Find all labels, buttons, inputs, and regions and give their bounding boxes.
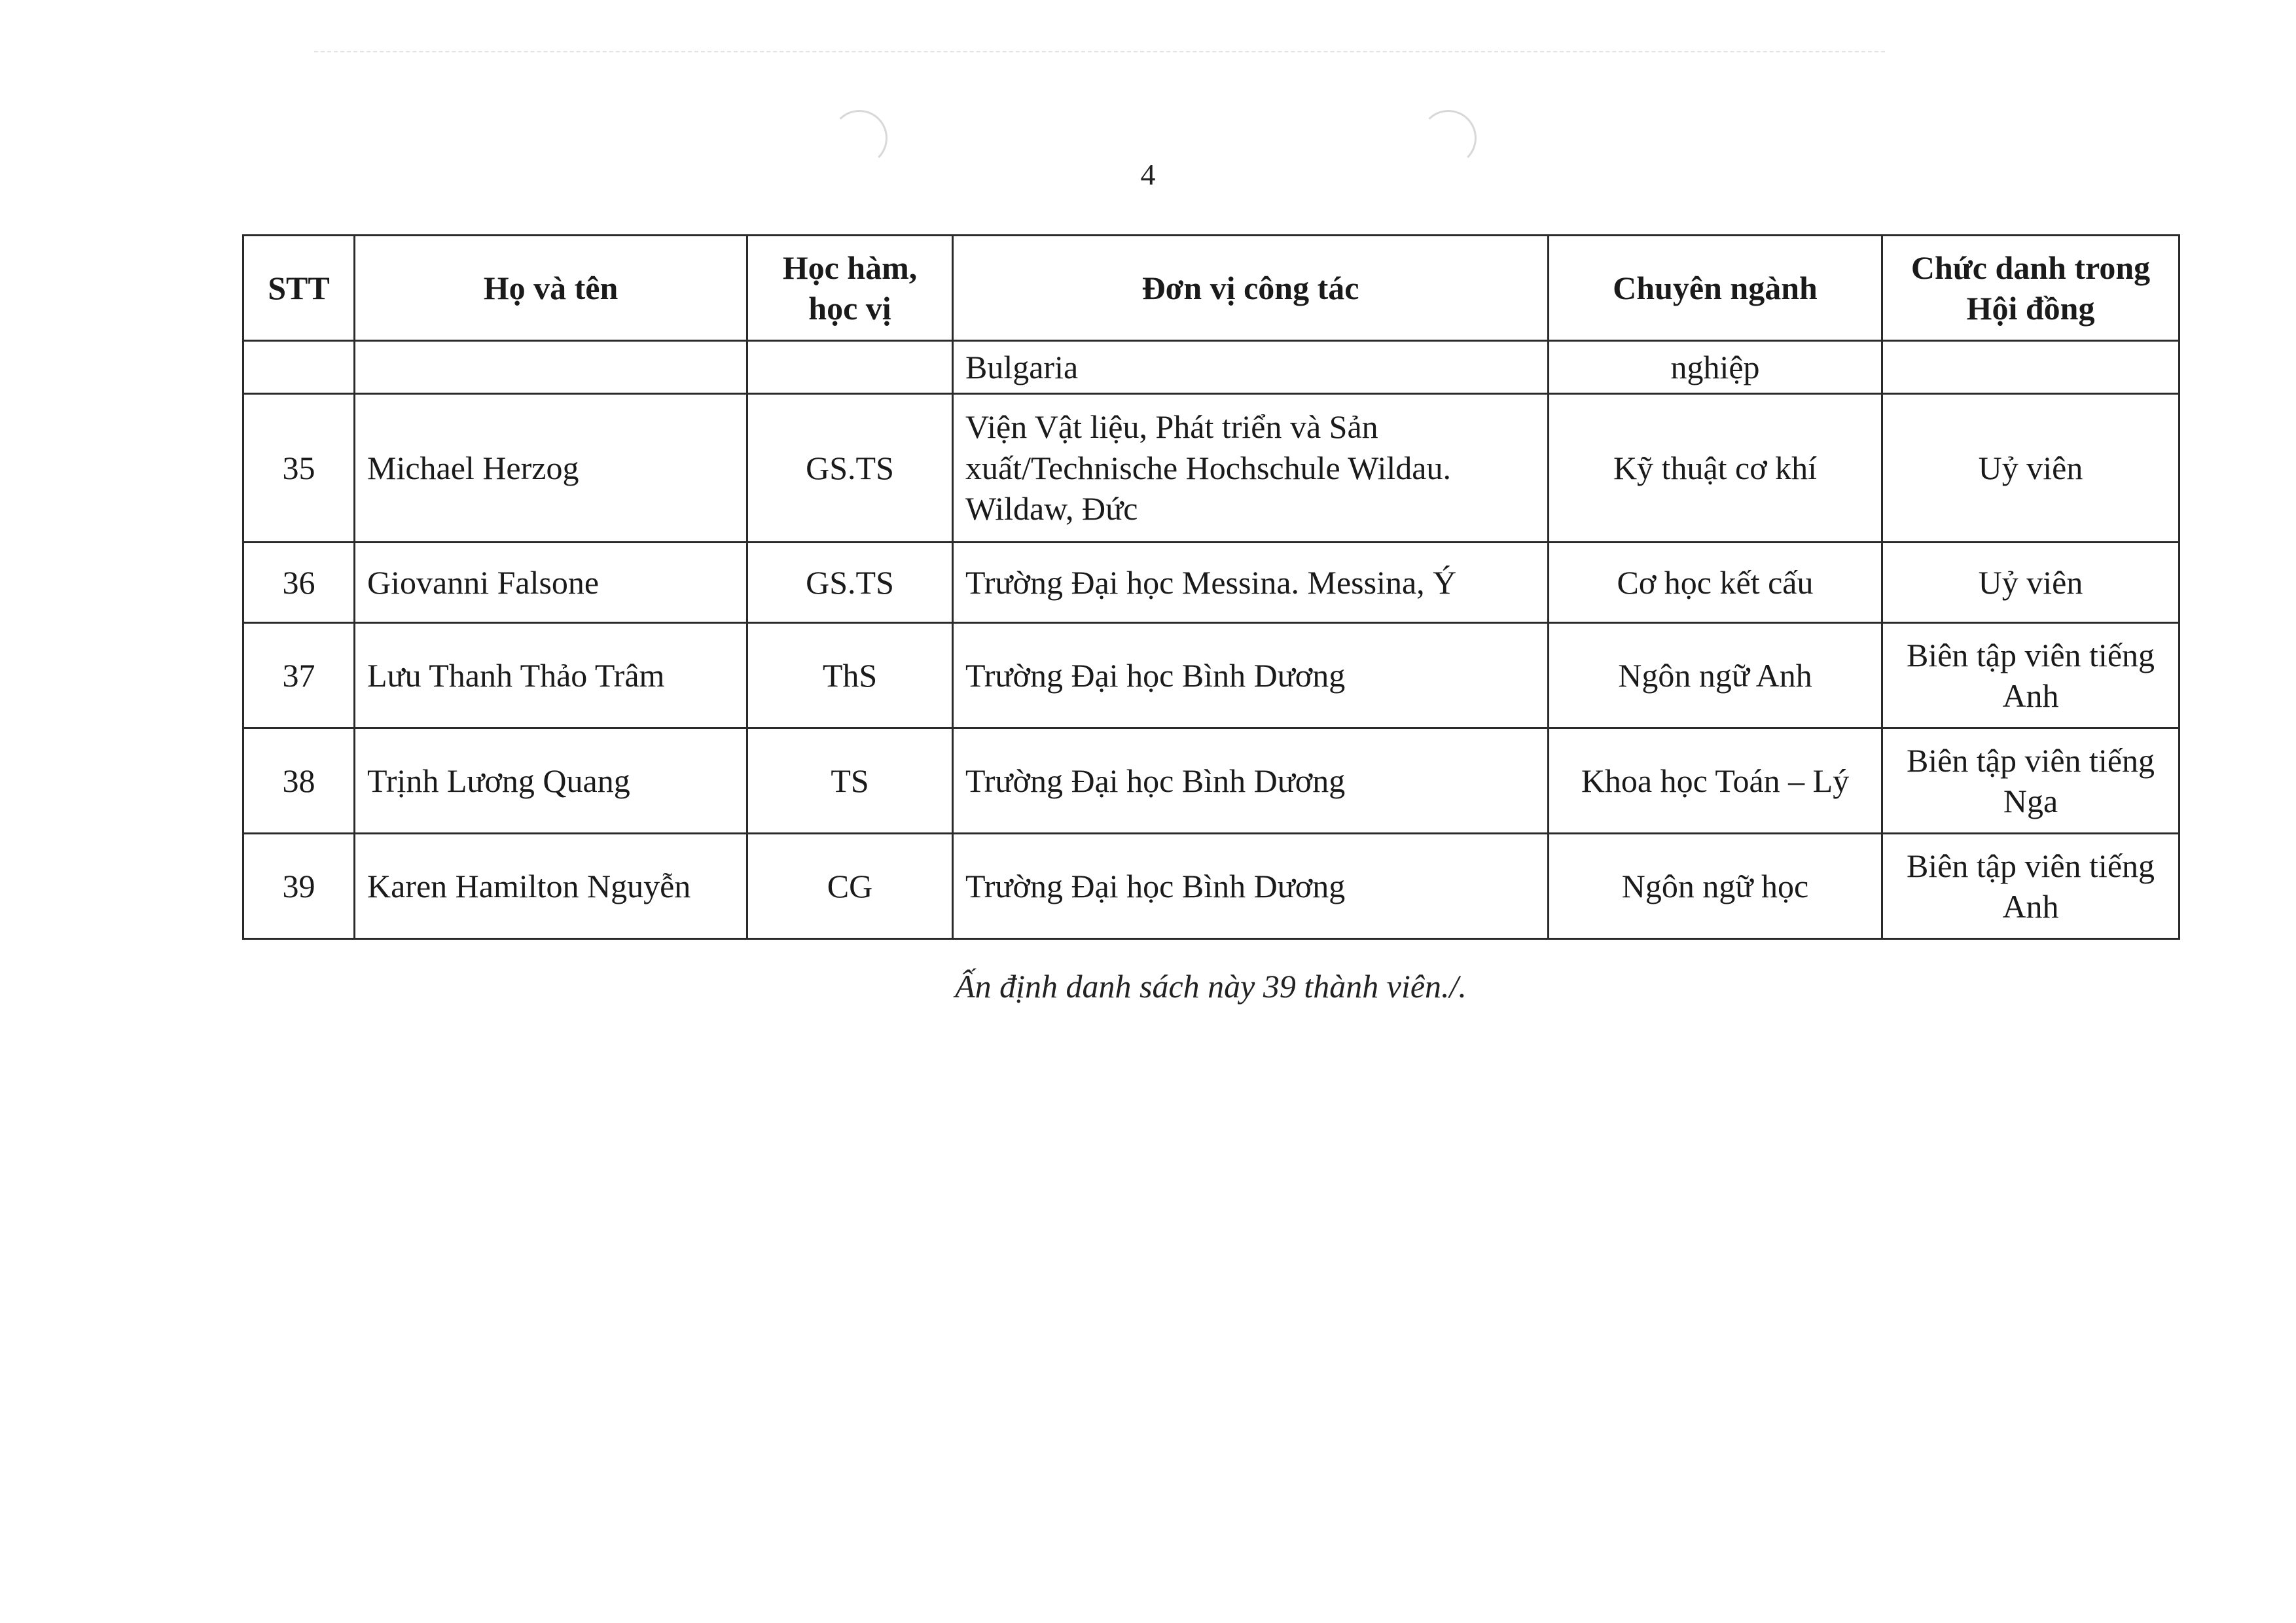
table-row xyxy=(243,834,2179,939)
cell-role xyxy=(1882,341,2179,394)
cell-name: Trịnh Lương Quang xyxy=(355,728,747,834)
cell-title: TS xyxy=(747,728,953,834)
closing-note: Ấn định danh sách này 39 thành viên./. xyxy=(955,968,1467,1005)
cell-role: Biên tập viên tiếng Anh xyxy=(1882,834,2179,939)
page-number: 4 xyxy=(1140,158,1156,191)
table-row xyxy=(243,623,2179,728)
cell-name: Lưu Thanh Thảo Trâm xyxy=(355,623,747,728)
cell-name: Karen Hamilton Nguyễn xyxy=(355,834,747,939)
cell-major: Khoa học Toán – Lý xyxy=(1549,728,1882,834)
cell-name xyxy=(355,341,747,394)
cell-role: Uỷ viên xyxy=(1882,543,2179,623)
cell-title: GS.TS xyxy=(747,394,953,543)
cell-stt: 35 xyxy=(243,394,355,543)
cell-stt: 36 xyxy=(243,543,355,623)
cell-major: Kỹ thuật cơ khí xyxy=(1549,394,1882,543)
table-header-row xyxy=(243,236,2179,341)
header-major: Chuyên ngành xyxy=(1549,236,1882,341)
cell-name: Giovanni Falsone xyxy=(355,543,747,623)
cell-title: CG xyxy=(747,834,953,939)
cell-role: Biên tập viên tiếng Anh xyxy=(1882,623,2179,728)
cell-unit: Trường Đại học Bình Dương xyxy=(953,728,1549,834)
cell-unit: Bulgaria xyxy=(953,341,1549,394)
scan-top-strip xyxy=(314,38,1885,52)
table-row xyxy=(243,728,2179,834)
cell-major: Cơ học kết cấu xyxy=(1549,543,1882,623)
cell-unit: Trường Đại học Bình Dương xyxy=(953,834,1549,939)
cell-title xyxy=(747,341,953,394)
cell-unit: Viện Vật liệu, Phát triển và Sản xuất/Technische Hochschule Wildau. Wildaw, Đức xyxy=(953,394,1549,543)
cell-title: GS.TS xyxy=(747,543,953,623)
council-member-table xyxy=(242,234,2180,940)
cell-role: Biên tập viên tiếng Nga xyxy=(1882,728,2179,834)
cell-name: Michael Herzog xyxy=(355,394,747,543)
header-role: Chức danh trong Hội đồng xyxy=(1882,236,2179,341)
header-stt: STT xyxy=(243,236,355,341)
header-unit: Đơn vị công tác xyxy=(953,236,1549,341)
cell-unit: Trường Đại học Messina. Messina, Ý xyxy=(953,543,1549,623)
table-row xyxy=(243,341,2179,394)
cell-role: Uỷ viên xyxy=(1882,394,2179,543)
cell-stt: 39 xyxy=(243,834,355,939)
cell-unit: Trường Đại học Bình Dương xyxy=(953,623,1549,728)
header-name: Họ và tên xyxy=(355,236,747,341)
cell-stt xyxy=(243,341,355,394)
header-title: Học hàm, học vị xyxy=(747,236,953,341)
cell-major: Ngôn ngữ Anh xyxy=(1549,623,1882,728)
cell-stt: 38 xyxy=(243,728,355,834)
cell-major: nghiệp xyxy=(1549,341,1882,394)
table-row xyxy=(243,543,2179,623)
cell-stt: 37 xyxy=(243,623,355,728)
cell-major: Ngôn ngữ học xyxy=(1549,834,1882,939)
cell-title: ThS xyxy=(747,623,953,728)
table-row xyxy=(243,394,2179,543)
